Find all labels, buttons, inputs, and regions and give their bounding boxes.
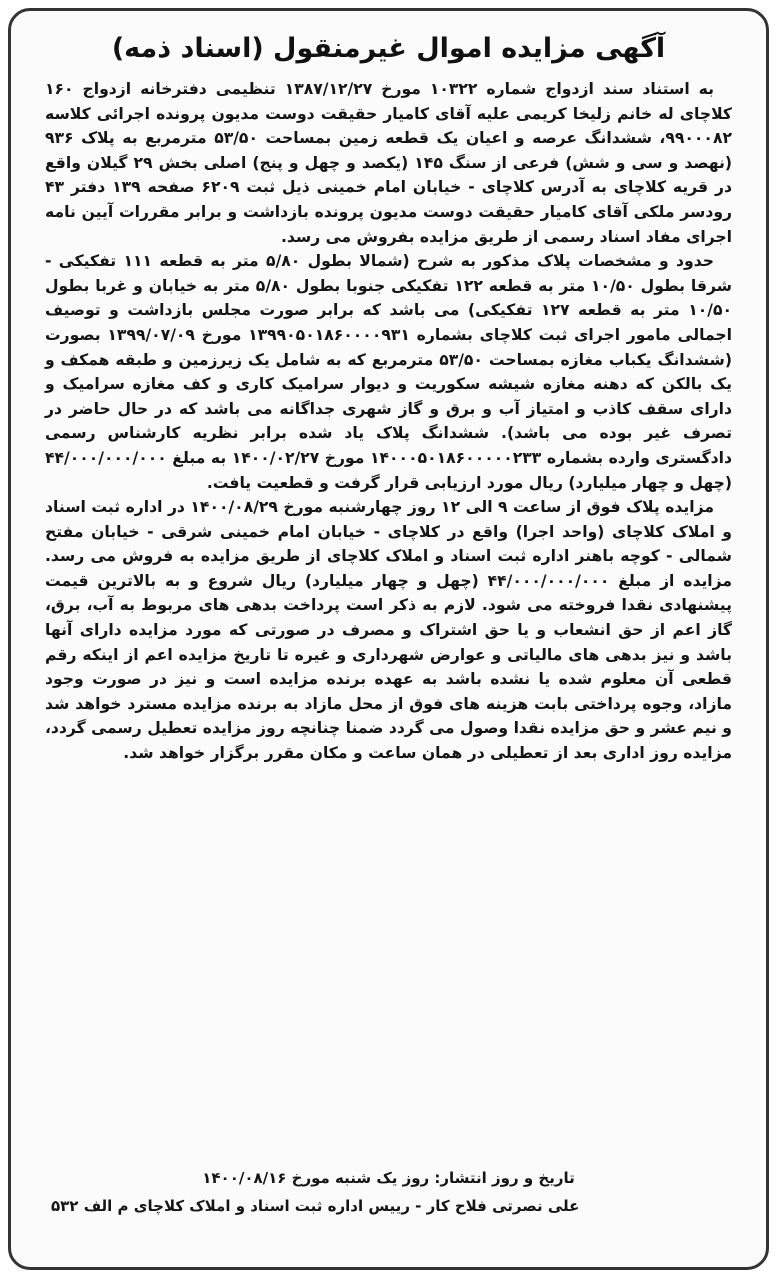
- signature: علی نصرتی فلاح کار - رییس اداره ثبت اسناد و املاک کلاچای م الف ۵۳۲: [51, 1197, 580, 1215]
- notice-paragraph: به استناد سند ازدواج شماره ۱۰۳۲۲ مورخ ۱۳۸۷/۱۲/۲۷ تنظیمی دفترخانه ازدواج ۱۶۰ کلاچای له خانم زلیخا کریمی علیه آقای کامیار حقیقت دوست مدیون پرونده اجرائی کلاسه ۹۹۰۰۰۸۲، ششدانگ عرصه و اعیان یک قطعه زمین بمساحت ۵۳/۵۰ مترمربع به پلاک ۹۳۶ (نهصد و سی و شش) فرعی از سنگ ۱۴۵ (یکصد و چهل و پنج) اصلی بخش ۲۹ گیلان واقع در قریه کلاچای به آدرس کلاچای - خیابان امام خمینی ذیل ثبت ۶۲۰۹ صفحه ۱۳۹ دفتر ۴۳ رودسر ملکی آقای کامیار حقیقت دوست مدیون پرونده بازداشت و برابر مقررات آیین نامه اجرای مفاد اسناد رسمی از طریق مزایده بفروش می رسد.: [45, 80, 732, 246]
- notice-frame: [8, 8, 769, 1270]
- notice-paragraph: حدود و مشخصات پلاک مذکور به شرح (شمالا بطول ۵/۸۰ متر به قطعه ۱۱۱ تفکیکی - شرقا بطول ۱۰/۵۰ متر به قطعه ۱۲۲ تفکیکی جنوبا بطول ۵/۸۰ متر به خیابان و غربا بطول ۱۰/۵۰ متر به قطعه ۱۲۷ تفکیکی) می باشد که برابر صورت مجلس بازداشت و توصیف اجمالی مامور اجرای ثبت کلاچای بشماره ۱۳۹۹۰۵۰۱۸۶۰۰۰۰۹۳۱ مورخ ۱۳۹۹/۰۷/۰۹ بصورت (ششدانگ یکباب مغازه بمساحت ۵۳/۵۰ مترمربع که به شامل یک زیرزمین و طبقه همکف و یک بالکن که دهنه مغازه شیشه سکوریت و دیوار سرامیک کاری و کف مغازه سرامیک و دارای سقف کاذب و امتیاز آب و برق و گاز شهری جداگانه می باشد که در حال حاضر در تصرف غیر بوده می باشد). ششدانگ پلاک یاد شده برابر نظریه کارشناس رسمی دادگستری وارده بشماره ۱۴۰۰۰۵۰۱۸۶۰۰۰۰۰۲۳۳ مورخ ۱۴۰۰/۰۲/۲۷ به مبلغ ۴۴/۰۰۰/۰۰۰/۰۰۰ (چهل و چهار میلیارد) ریال مورد ارزیابی قرار گرفت و قطعیت یافت.: [45, 252, 733, 492]
- notice-body: [45, 77, 732, 766]
- notice-paragraph: مزایده پلاک فوق از ساعت ۹ الی ۱۲ روز چهارشنبه مورخ ۱۴۰۰/۰۸/۲۹ در اداره ثبت اسناد و املاک کلاچای (واحد اجرا) واقع در کلاچای - خیابان امام خمینی شرقی - خیابان مفتح شمالی - کوچه باهنر اداره ثبت اسناد و املاک کلاچای از طریق مزایده به فروش می رسد. مزایده از مبلغ ۴۴/۰۰۰/۰۰۰/۰۰۰ (چهل و چهار میلیارد) ریال شروع و به بالاترین قیمت پیشنهادی نقدا فروخته می شود. لازم به ذکر است پرداخت بدهی های مربوط به آب، برق، گاز اعم از حق انشعاب و یا حق اشتراک و مصرف در صورتی که مورد مزایده دارای آنها باشد و نیز بدهی های مالیاتی و عوارض شهرداری و غیره تا تاریخ مزایده اعم از اینکه رقم قطعی آن معلوم شده یا نشده باشد به عهده برنده مزایده است و نیز در صورت وجود مازاد، وجوه پرداختی بابت هزینه های فوق از محل مازاد به برنده مزایده مسترد خواهد شد و نیم عشر و حق مزایده نقدا وصول می گردد ضمنا چنانچه روز مزایده تعطیل رسمی گردد، مزایده روز اداری بعد از تعطیلی در همان ساعت و مکان مقرر برگزار خواهد شد.: [45, 498, 733, 763]
- publication-date: تاریخ و روز انتشار: روز یک شنبه مورخ ۱۴۰۰/۰۸/۱۶: [202, 1169, 575, 1187]
- notice-title: آگهی مزایده اموال غیرمنقول (اسناد ذمه): [111, 33, 666, 64]
